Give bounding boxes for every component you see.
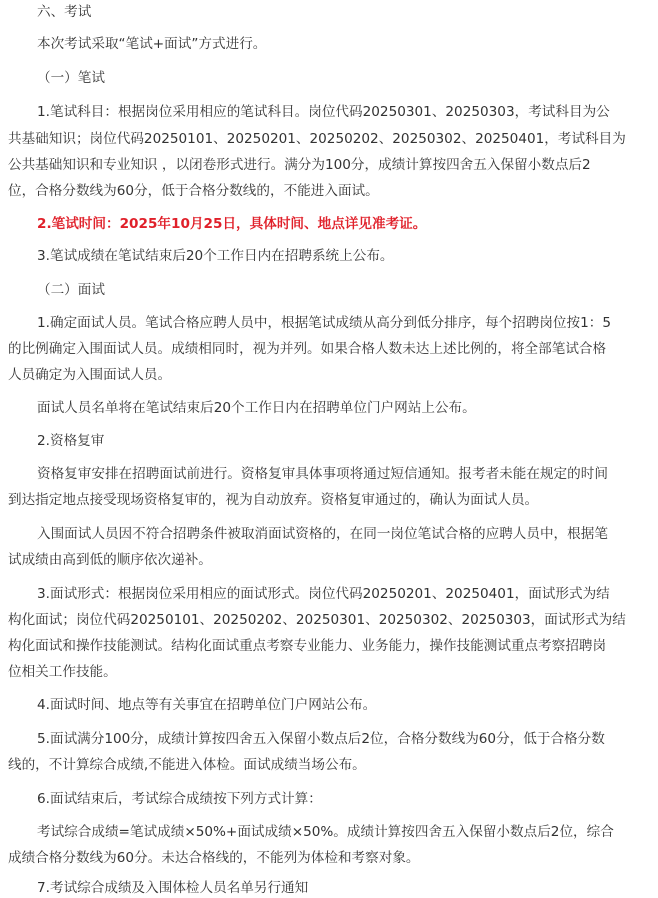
paragraph-line: 考试综合成绩=笔试成绩×50%+面试成绩×50%。成绩计算按四舍五入保留小数点后2位，综合 [37,824,614,840]
paragraph-line: 共基础知识；岗位代码20250101、20250201、20250202、20250302、20250401，考试科目为 [8,131,626,147]
paragraph-line: 成绩合格分数线为60分。未达合格线的，不能列为体检和考察对象。 [8,850,420,866]
paragraph-line: 构化面试和操作技能测试。结构化面试重点考察专业能力、业务能力，操作技能测试重点考察招聘岗 [8,638,607,654]
exam-intro: 本次考试采取“笔试+面试”方式进行。 [37,36,267,52]
notification-paragraph-partial: 7.考试综合成绩及入围体检人员名单另行通知 [37,880,309,896]
qualification-review-heading: 2.资格复审 [37,433,105,449]
paragraph-line: 1.确定面试人员。笔试合格应聘人员中，根据笔试成绩从高分到低分排序，每个招聘岗位按1：5 [37,315,612,331]
paragraph-line: 构化面试；岗位代码20250101、20250202、20250301、20250302、20250303，面试形式为结 [8,612,626,628]
paragraph-line: 试成绩由高到低的顺序依次递补。 [8,552,212,568]
interview-heading: （二）面试 [37,282,105,298]
paragraph-line: 人员确定为入围面试人员。 [8,367,172,383]
exam-time-highlight: 笔试时间：2025年10月25日，具体时间、地点详见准考证。 [51,216,427,232]
composite-score-intro: 6.面试结束后，考试综合成绩按下列方式计算： [37,791,322,807]
written-exam-time-paragraph [37,214,426,234]
section-heading: 六、考试 [37,4,92,20]
paragraph-line: 3.面试形式：根据岗位采用相应的面试形式。岗位代码20250201、20250401，面试形式为结 [37,586,610,602]
paragraph-line: 的比例确定入围面试人员。成绩相同时，视为并列。如果合格人数未达上述比例的，将全部笔试合格 [8,341,607,357]
exam-time-number: 2. [37,216,52,232]
interview-list-paragraph: 面试人员名单将在笔试结束后20个工作日内在招聘单位门户网站上公布。 [37,400,476,416]
paragraph-line: 资格复审安排在招聘面试前进行。资格复审具体事项将通过短信通知。报考者未能在规定的时间 [37,466,608,482]
paragraph-line: 1.笔试科目：根据岗位采用相应的笔试科目。岗位代码20250301、20250303，考试科目为公 [37,104,610,120]
paragraph-line: 公共基础知识和专业知识 ，以闭卷形式进行。满分为100分，成绩计算按四舍五入保留小数点后2 [8,157,591,173]
paragraph-line: 位，合格分数线为60分，低于合格分数线的，不能进入面试。 [8,183,379,199]
written-exam-results-paragraph: 3.笔试成绩在笔试结束后20个工作日内在招聘系统上公布。 [37,248,394,264]
paragraph-line: 到达指定地点接受现场资格复审的，视为自动放弃。资格复审通过的，确认为面试人员。 [8,492,539,508]
written-exam-heading: （一）笔试 [37,70,105,86]
interview-time-paragraph: 4.面试时间、地点等有关事宜在招聘单位门户网站公布。 [37,697,377,713]
paragraph-line: 位相关工作技能。 [8,664,117,680]
paragraph-line: 入围面试人员因不符合招聘条件被取消面试资格的，在同一岗位笔试合格的应聘人员中，根据笔 [37,526,608,542]
paragraph-line: 线的，不计算综合成绩,不能进入体检。面试成绩当场公布。 [8,757,366,773]
paragraph-line: 5.面试满分100分，成绩计算按四舍五入保留小数点后2位，合格分数线为60分，低于合格分数 [37,731,605,747]
